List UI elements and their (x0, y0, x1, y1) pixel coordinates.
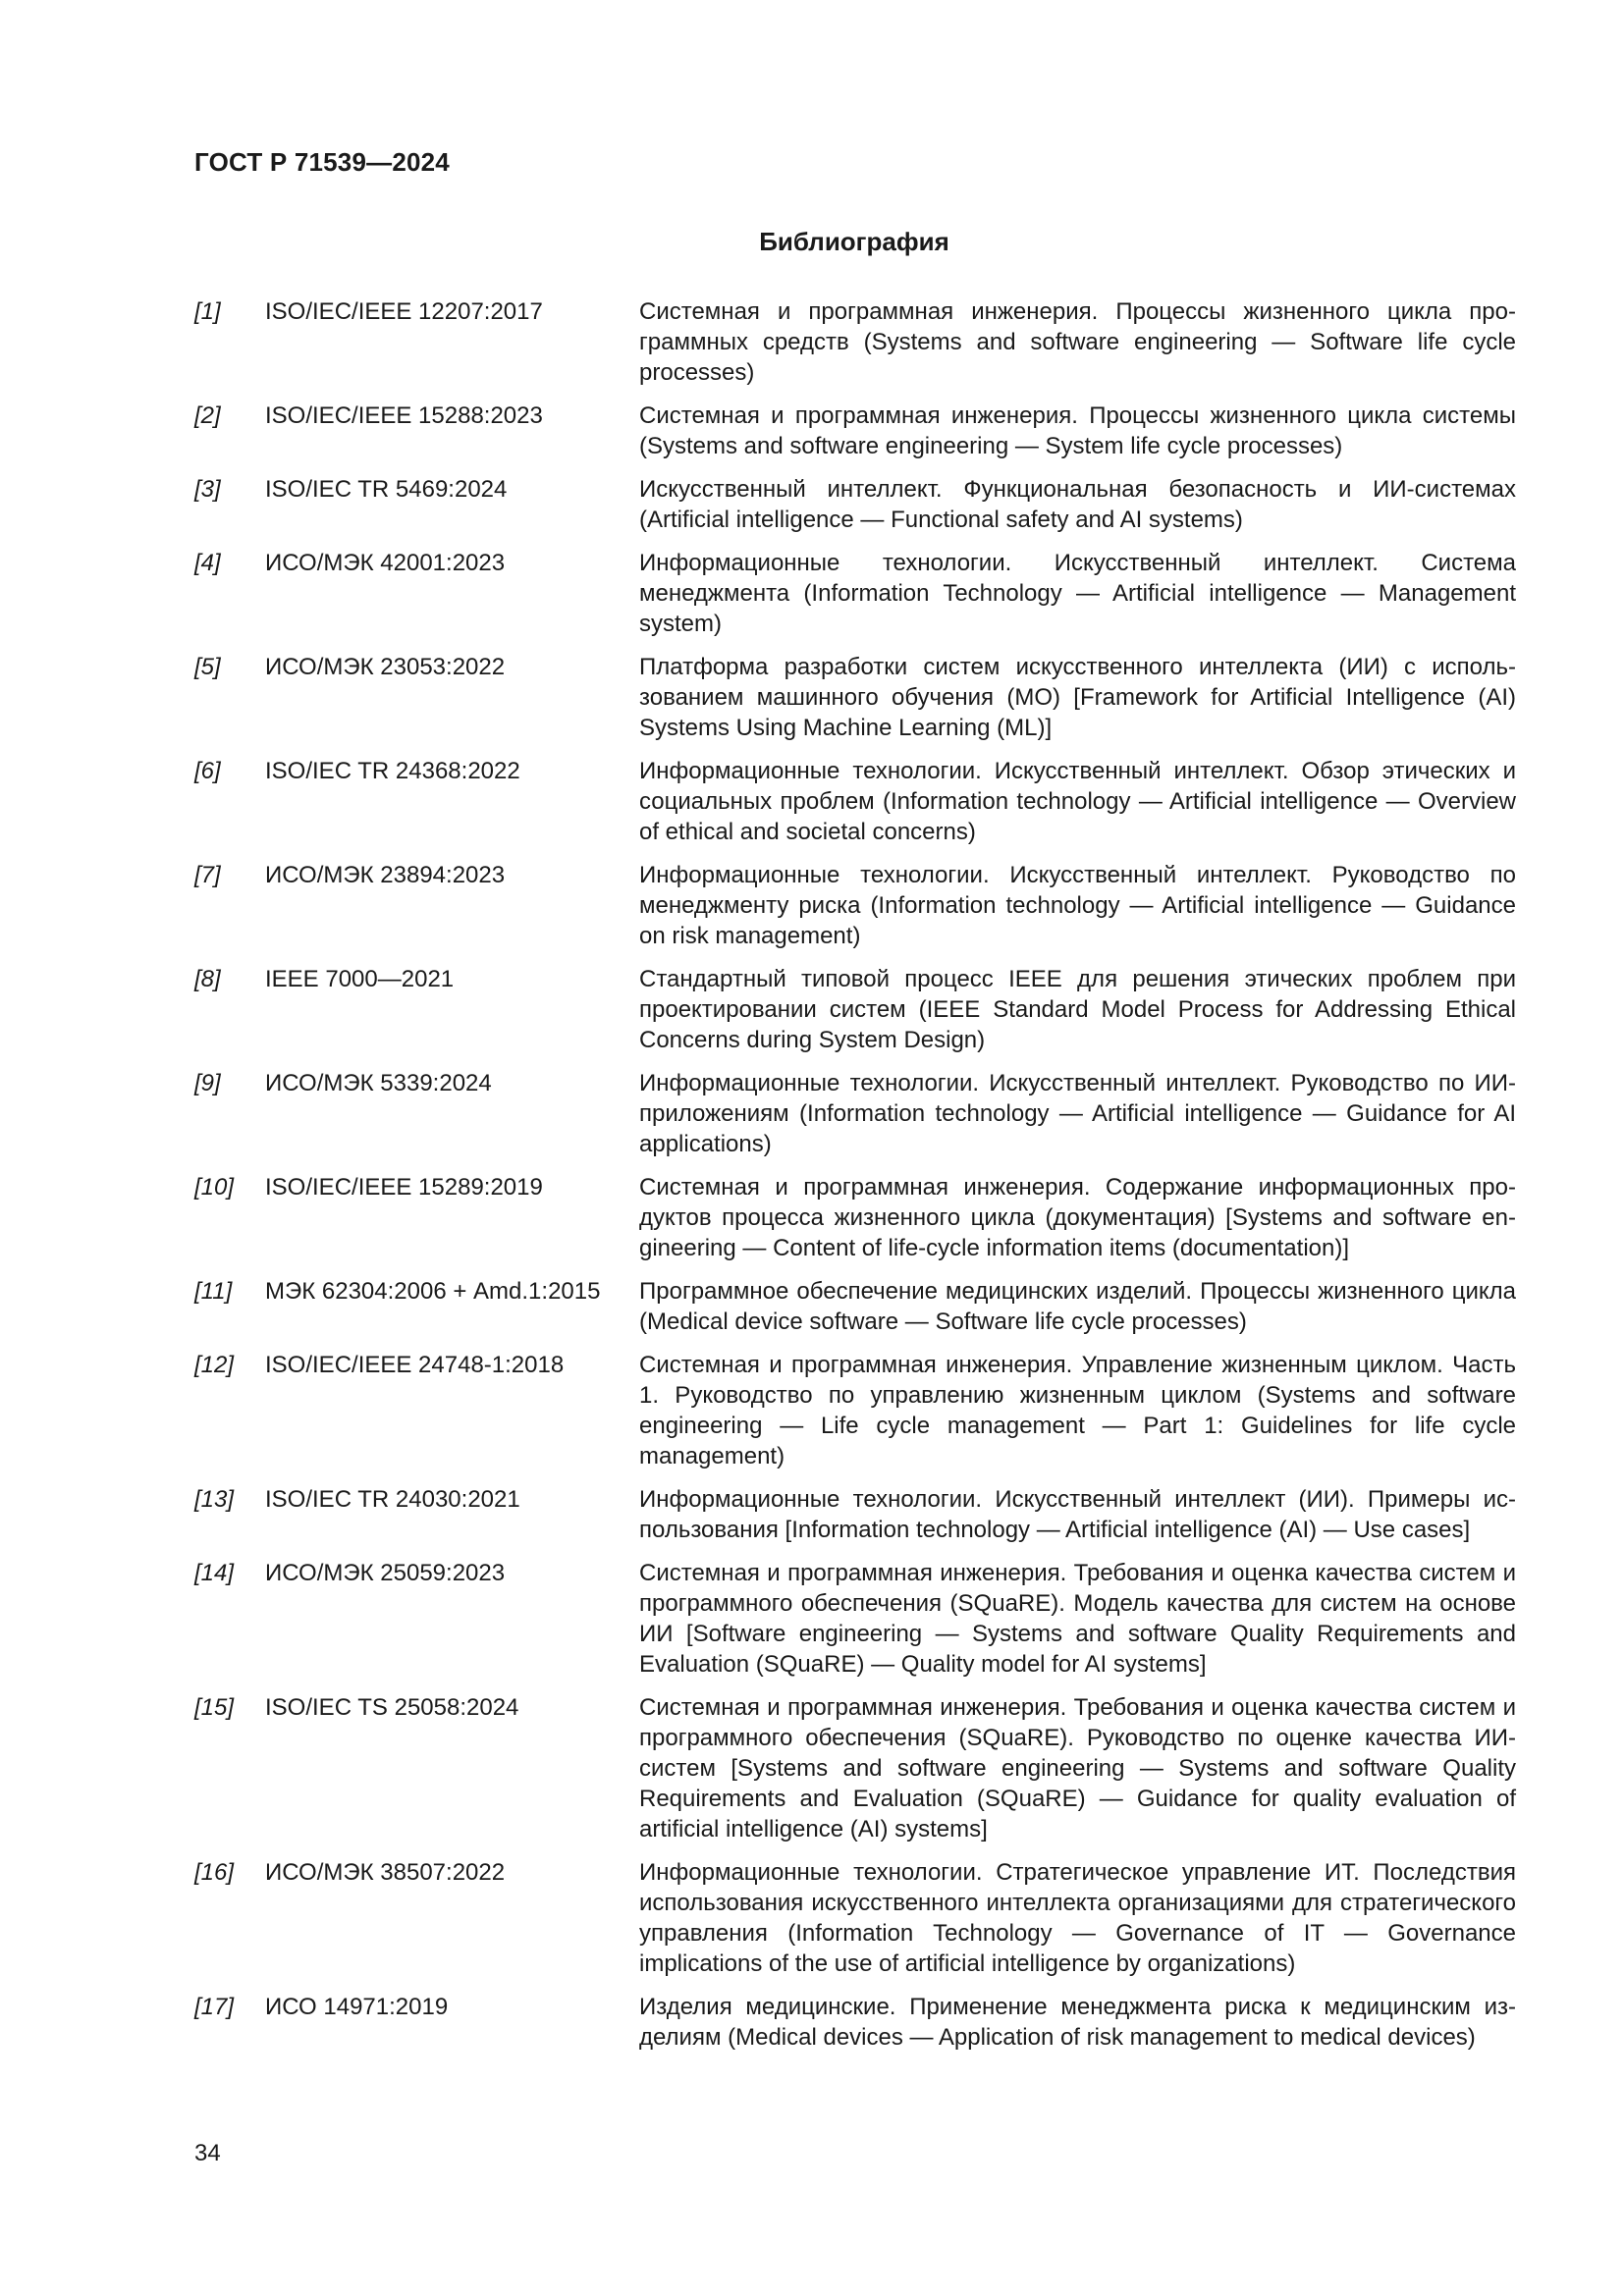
bibliography-entry-5 (194, 652, 1516, 743)
entry-description: Системная и программная инженерия. Процессы жизненного цикла программных средств (Systems and software engineering — Software life cycle processes) (639, 298, 1516, 386)
entry-number: [17] (194, 1994, 235, 2020)
bibliography-entry-14 (194, 1558, 1516, 1680)
entry-standard-code: ISO/IEC/IEEE 15288:2023 (265, 402, 543, 429)
entry-standard-code: ISO/IEC TR 5469:2024 (265, 476, 508, 503)
entry-description: Системная и программная инженерия. Процессы жизненного цикла системы (Systems and software engineering — System life cycle processes) (639, 402, 1516, 459)
entry-description: Искусственный интеллект. Функциональная безопасность и ИИ-системах (Artificial intelligence — Functional safety and AI systems) (639, 476, 1516, 533)
entry-number: [5] (194, 654, 221, 680)
bibliography-entry-15 (194, 1692, 1516, 1844)
entry-number: [6] (194, 758, 221, 784)
entry-standard-code: ISO/IEC/IEEE 12207:2017 (265, 298, 543, 325)
entry-number: [10] (194, 1174, 235, 1201)
entry-number: [14] (194, 1560, 235, 1586)
bibliography-entry-13 (194, 1484, 1516, 1545)
entry-description: Информационные технологии. Искусственный интеллект (ИИ). Примеры использования [Information technology — Artificial intelligence (AI) — Use cases] (639, 1486, 1516, 1543)
entry-standard-code: ISO/IEC TR 24368:2022 (265, 758, 520, 784)
page-number: 34 (194, 2140, 221, 2166)
entry-number: [2] (194, 402, 221, 429)
bibliography-entry-12 (194, 1350, 1516, 1471)
entry-number: [4] (194, 550, 221, 576)
entry-description: Информационные технологии. Стратегическое управление ИТ. Последствия использования искусственного интеллекта организациями для стратегического управления (Information Technology — Governance of IT — Governance implications of the use of artificial intelligence by organizations) (639, 1859, 1516, 1977)
entry-standard-code: ИСО/МЭК 5339:2024 (265, 1070, 492, 1096)
entry-standard-code: ИСО/МЭК 23894:2023 (265, 862, 506, 888)
bibliography-entry-4 (194, 548, 1516, 639)
entry-number: [7] (194, 862, 221, 888)
bibliography-entry-11 (194, 1276, 1516, 1337)
entry-description: Информационные технологии. Искусственный интеллект. Система менеджмента (Information Technology — Artificial intelligence — Management system) (639, 550, 1516, 637)
entry-description: Системная и программная инженерия. Требования и оценка качества систем и программного обеспечения (SQuaRE). Модель качества для систем на основе ИИ [Software engineering — Systems and software Quality Requirements and Evaluation (SQuaRE) — Quality model for AI systems] (639, 1560, 1516, 1678)
entry-number: [9] (194, 1070, 221, 1096)
entry-standard-code: ИСО 14971:2019 (265, 1994, 449, 2020)
bibliography-entry-8 (194, 964, 1516, 1055)
bibliography-entry-16 (194, 1857, 1516, 1979)
entry-description: Информационные технологии. Искусственный интеллект. Руководство по менеджменту риска (Information technology — Artificial intelligence — Guidance on risk management) (639, 862, 1516, 949)
entry-description: Информационные технологии. Искусственный интеллект. Руководство по ИИ-приложениям (Information technology — Artificial intelligence — Guidance for AI applications) (639, 1070, 1516, 1157)
bibliography-entry-10 (194, 1172, 1516, 1263)
entry-standard-code: ИСО/МЭК 38507:2022 (265, 1859, 506, 1886)
entry-number: [11] (194, 1278, 233, 1305)
bibliography-entry-3 (194, 474, 1516, 535)
entry-number: [3] (194, 476, 221, 503)
entry-number: [1] (194, 298, 221, 325)
entry-standard-code: МЭК 62304:2006 + Amd.1:2015 (265, 1278, 601, 1305)
entry-standard-code: ИСО/МЭК 23053:2022 (265, 654, 506, 680)
entry-standard-code: ISO/IEC TR 24030:2021 (265, 1486, 520, 1513)
entry-description: Изделия медицинские. Применение менеджмента риска к медицинским изделиям (Medical devices — Application of risk management to medical devices) (639, 1994, 1516, 2051)
entry-standard-code: IEEE 7000—2021 (265, 966, 455, 992)
entry-number: [13] (194, 1486, 235, 1513)
entry-standard-code: ИСО/МЭК 42001:2023 (265, 550, 506, 576)
entry-description: Системная и программная инженерия. Содержание информационных продуктов процесса жизненного цикла (документация) [Systems and software engineering — Content of life-cycle information items (documentation)] (639, 1174, 1516, 1261)
bibliography-entry-1 (194, 296, 1516, 388)
entry-number: [16] (194, 1859, 235, 1886)
bibliography-list (194, 296, 1516, 2065)
entry-description: Платформа разработки систем искусственного интеллекта (ИИ) с использованием машинного обучения (МО) [Framework for Artificial Intelligence (AI) Systems Using Machine Learning (ML)] (639, 654, 1516, 741)
entry-number: [12] (194, 1352, 235, 1378)
entry-standard-code: ИСО/МЭК 25059:2023 (265, 1560, 506, 1586)
entry-description: Программное обеспечение медицинских изделий. Процессы жизненного цикла (Medical device software — Software life cycle processes) (639, 1278, 1516, 1335)
bibliography-entry-17 (194, 1992, 1516, 2053)
standard-code-header: ГОСТ Р 71539—2024 (194, 147, 450, 177)
section-title: Библиография (759, 227, 949, 256)
entry-standard-code: ISO/IEC TS 25058:2024 (265, 1694, 519, 1721)
bibliography-entry-7 (194, 860, 1516, 951)
entry-description: Стандартный типовой процесс IEEE для решения этических проблем при проектировании систем (IEEE Standard Model Process for Addressing Ethical Concerns during System Design) (639, 966, 1516, 1053)
bibliography-entry-2 (194, 400, 1516, 461)
entry-number: [8] (194, 966, 221, 992)
entry-description: Информационные технологии. Искусственный интеллект. Обзор этических и социальных проблем (Information technology — Artificial intelligence — Overview of ethical and societal concerns) (639, 758, 1516, 845)
bibliography-entry-6 (194, 756, 1516, 847)
entry-number: [15] (194, 1694, 235, 1721)
bibliography-entry-9 (194, 1068, 1516, 1159)
entry-description: Системная и программная инженерия. Управление жизненным циклом. Часть 1. Руководство по управлению жизненным циклом (Systems and software engineering — Life cycle management — Part 1: Guidelines for life cycle management) (639, 1352, 1516, 1469)
entry-description: Системная и программная инженерия. Требования и оценка качества систем и программного обеспечения (SQuaRE). Руководство по оценке качества ИИ-систем [Systems and software engineering — Systems and software Quality Requirements and Evaluation (SQuaRE) — Guidance for quality evaluation of artificial intelligence (AI) systems] (639, 1694, 1516, 1842)
entry-standard-code: ISO/IEC/IEEE 15289:2019 (265, 1174, 543, 1201)
entry-standard-code: ISO/IEC/IEEE 24748-1:2018 (265, 1352, 565, 1378)
